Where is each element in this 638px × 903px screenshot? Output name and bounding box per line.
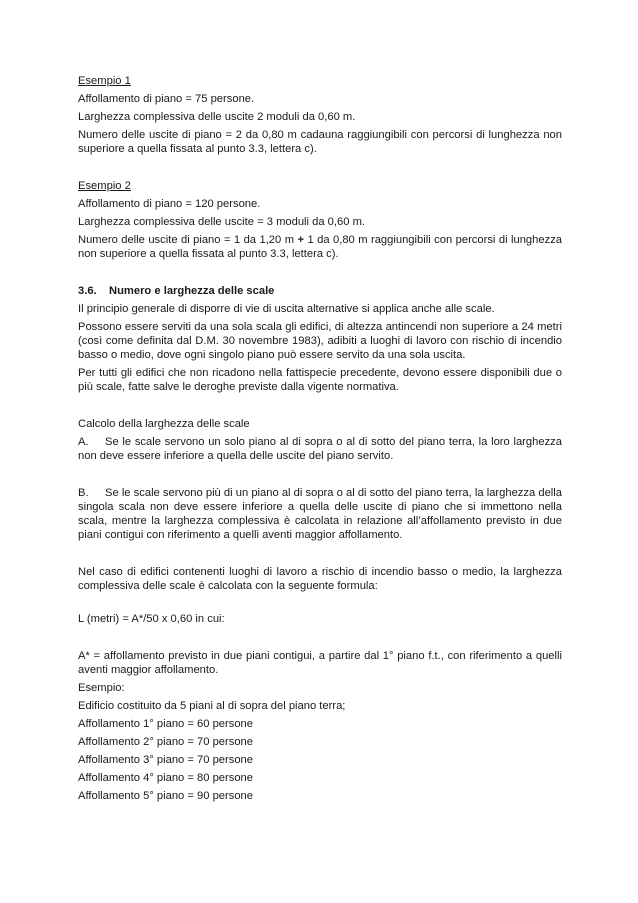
floor-line: Affollamento 2° piano = 70 persone (78, 736, 254, 748)
example2-line2: Larghezza complessiva delle uscite = 3 moduli da 0,60 m. (78, 216, 365, 228)
floor-line: Affollamento 1° piano = 60 persone (78, 718, 254, 730)
section-number: 3.6. (78, 285, 97, 297)
floor-line: Affollamento 5° piano = 90 persone (78, 790, 254, 802)
section-paragraph-2: Possono essere serviti da una sola scala gli edifici, di altezza antincendi non superiore a 24 metri (così come definita dal D.M. 30 novembre 1983), adibiti a luoghi di lavoro con rischio di incendio basso o medio, dove ogni singolo piano può essere servito da una sola uscita. (78, 321, 562, 361)
section-title: Numero e larghezza delle scale (109, 285, 275, 297)
section-heading (78, 284, 562, 298)
section-paragraph-1: Il principio generale di disporre di vie di uscita alternative si applica anche alle scale. (78, 303, 495, 315)
example2-line3-part-b: 1 da 0,80 m raggiungibili con percorsi di lunghezza non superiore a quella fissata al punto 3.3, lettera c). (78, 234, 563, 260)
example-intro: Edificio costituito da 5 piani al di sopra del piano terra; (78, 700, 346, 712)
calc-item-a (78, 435, 562, 463)
example2-line3 (78, 233, 562, 261)
formula: L (metri) = A*/50 x 0,60 in cui: (78, 613, 225, 625)
example1-line2: Larghezza complessiva delle uscite 2 moduli da 0,60 m. (78, 111, 356, 123)
example2-title: Esempio 2 (78, 180, 131, 192)
floor-line: Affollamento 4° piano = 80 persone (78, 772, 254, 784)
example-label: Esempio: (78, 682, 125, 694)
section-paragraph-3: Per tutti gli edifici che non ricadono nella fattispecie precedente, devono essere disponibili due o più scale, fatte salve le deroghe previste dalla vigente normativa. (78, 367, 562, 393)
example1-title: Esempio 1 (78, 75, 131, 87)
example2-line3-part-a: Numero delle uscite di piano = 1 da 1,20 m (78, 234, 298, 246)
example2-line1: Affollamento di piano = 120 persone. (78, 198, 261, 210)
formula-intro: Nel caso di edifici contenenti luoghi di lavoro a rischio di incendio basso o medio, la larghezza complessiva delle scale è calcolata con la seguente formula: (78, 566, 562, 592)
example1-line3: Numero delle uscite di piano = 2 da 0,80 m cadauna raggiungibili con percorsi di lunghezza non superiore a quella fissata al punto 3.3, lettera c). (78, 129, 562, 155)
plus-sign: + (297, 234, 305, 246)
calc-item-a-text: Se le scale servono un solo piano al di sopra o al di sotto del piano terra, la loro larghezza non deve essere inferiore a quella delle uscite del piano servito. (78, 436, 562, 462)
calc-title: Calcolo della larghezza delle scale (78, 418, 250, 430)
floor-line: Affollamento 3° piano = 70 persone (78, 754, 254, 766)
calc-item-b-text: Se le scale servono più di un piano al di sopra o al di sotto del piano terra, la larghezza della singola scala non deve essere inferiore a quella delle uscite di piano che si immettono nella scala, mentre la larghezza complessiva è calcolata in relazione all’affollamento previsto in due piani contigui con riferimento a quelli aventi maggior affollamento. (78, 487, 562, 541)
calc-item-a-label: A. (78, 436, 89, 448)
formula-definition: A* = affollamento previsto in due piani contigui, a partire dal 1° piano f.t., con riferimento a quelli aventi maggior affollamento. (78, 650, 562, 676)
document-page (78, 74, 562, 807)
calc-item-b (78, 486, 562, 542)
calc-item-b-label: B. (78, 487, 89, 499)
example1-line1: Affollamento di piano = 75 persone. (78, 93, 255, 105)
